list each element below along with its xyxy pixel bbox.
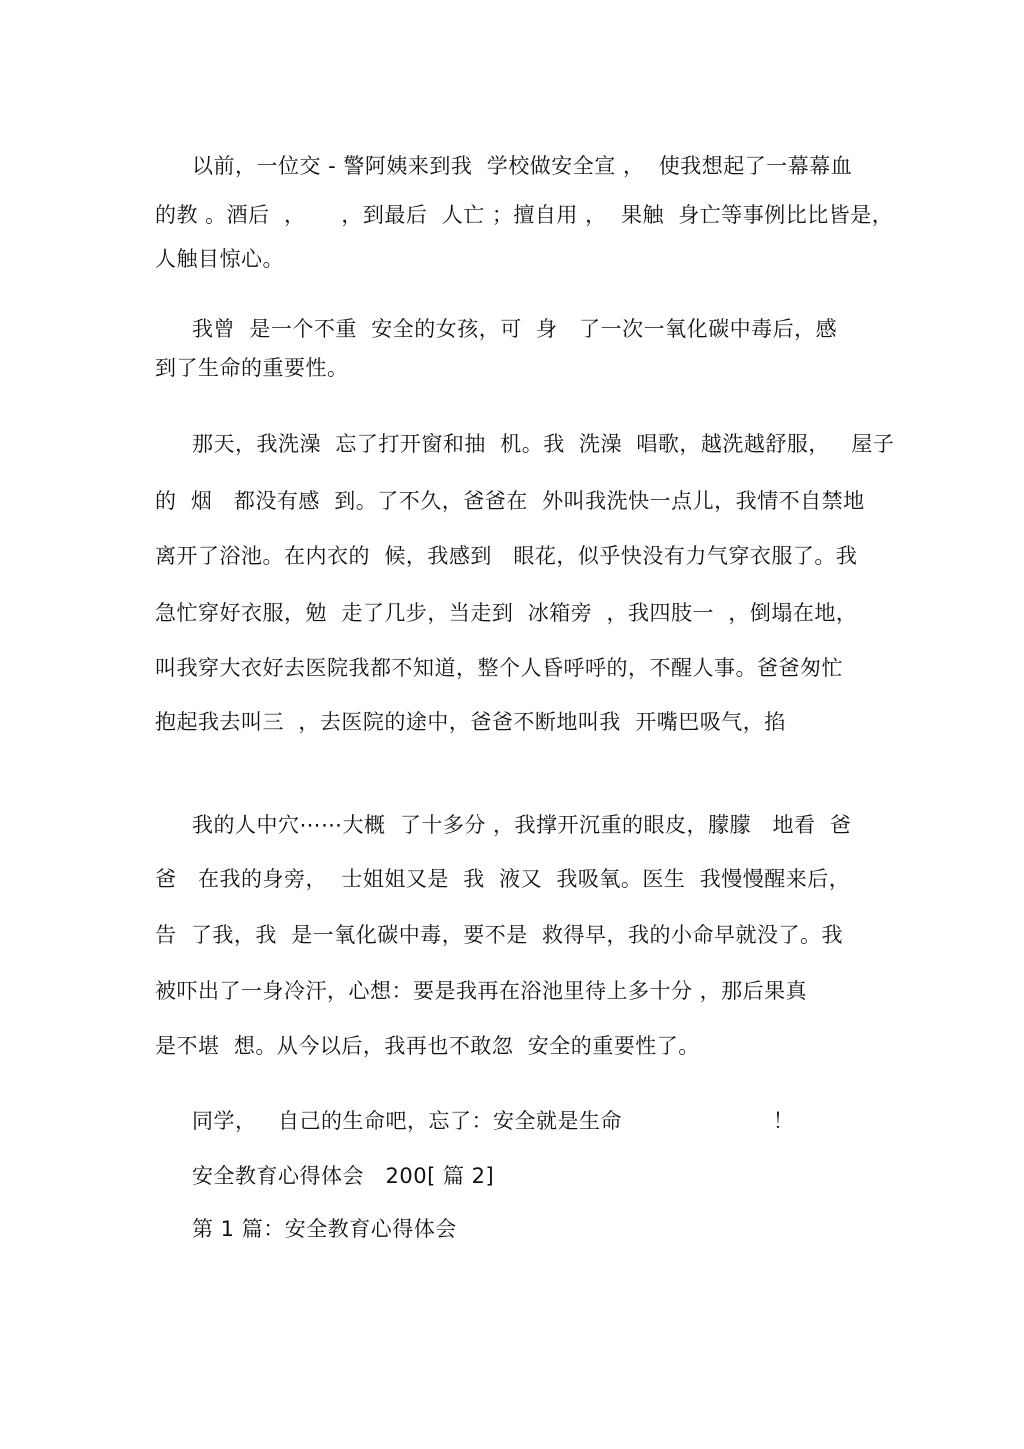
paragraph-1-line-3: 人触目惊心。 xyxy=(155,247,284,271)
paragraph-1-line-1: 以前，一位交 - 警阿姨来到我 学校做安全宣 ， 使我想起了一幕幕血 xyxy=(192,154,853,178)
paragraph-3-line-2: 的 烟 都没有感 到。了不久，爸爸在 外叫我洗快一点儿，我情不自禁地 xyxy=(155,489,865,513)
paragraph-2-line-1: 我曾 是一个不重 安全的女孩，可 身 了一次一氧化碳中毒后，感 xyxy=(192,317,838,341)
paragraph-3-line-5: 叫我穿大衣好去医院我都不知道，整个人昏呼呼的，不醒人事。爸爸匆忙 xyxy=(155,656,843,680)
paragraph-4-line-3: 告 了我，我 是一氧化碳中毒，要不是 救得早，我的小命早就没了。我 xyxy=(155,923,844,947)
paragraph-4-line-5: 是不堪 想。从今以后，我再也不敢忽 安全的重要性了。 xyxy=(155,1034,700,1058)
paragraph-3-line-1: 那天，我洗澡 忘了打开窗和抽 机。我 洗澡 唱歌，越洗越舒服， 屋子 xyxy=(192,432,895,456)
paragraph-4-line-2: 爸 在我的身旁， 士姐姐又是 我 液又 我吸氧。医生 我慢慢醒来后， xyxy=(155,867,851,891)
paragraph-4-line-1: 我的人中穴⋯⋯大概 了十多分 ，我撑开沉重的眼皮，朦朦 地看 爸 xyxy=(192,813,852,837)
section-heading: 安全教育心得体会 200[ 篇 2] xyxy=(192,1164,495,1188)
paragraph-3-line-3: 离开了浴池。在内衣的 候，我感到 眼花，似乎快没有力气穿衣服了。我 xyxy=(155,544,858,568)
paragraph-4-line-4: 被吓出了一身冷汗，心想：要是我再在浴池里待上多十分 ，那后果真 xyxy=(155,979,808,1003)
paragraph-2-line-2: 到了生命的重要性。 xyxy=(155,356,349,380)
closing-line: 同学， 自己的生命吧，忘了：安全就是生命 ！ xyxy=(192,1109,795,1133)
paragraph-3-line-4: 急忙穿好衣服，勉 走了几步，当走到 冰箱旁 ，我四肢一 ，倒塌在地， xyxy=(155,601,858,625)
paragraph-3-line-6: 抱起我去叫三 ，去医院的途中，爸爸不断地叫我 开嘴巴吸气，掐 xyxy=(155,710,786,734)
chapter-heading: 第 1 篇：安全教育心得体会 xyxy=(192,1217,457,1241)
paragraph-1-line-2: 的教 。酒后 ， ，到最后 人亡 ；擅自用 ， 果触 身亡等事例比比皆是， xyxy=(155,203,894,227)
